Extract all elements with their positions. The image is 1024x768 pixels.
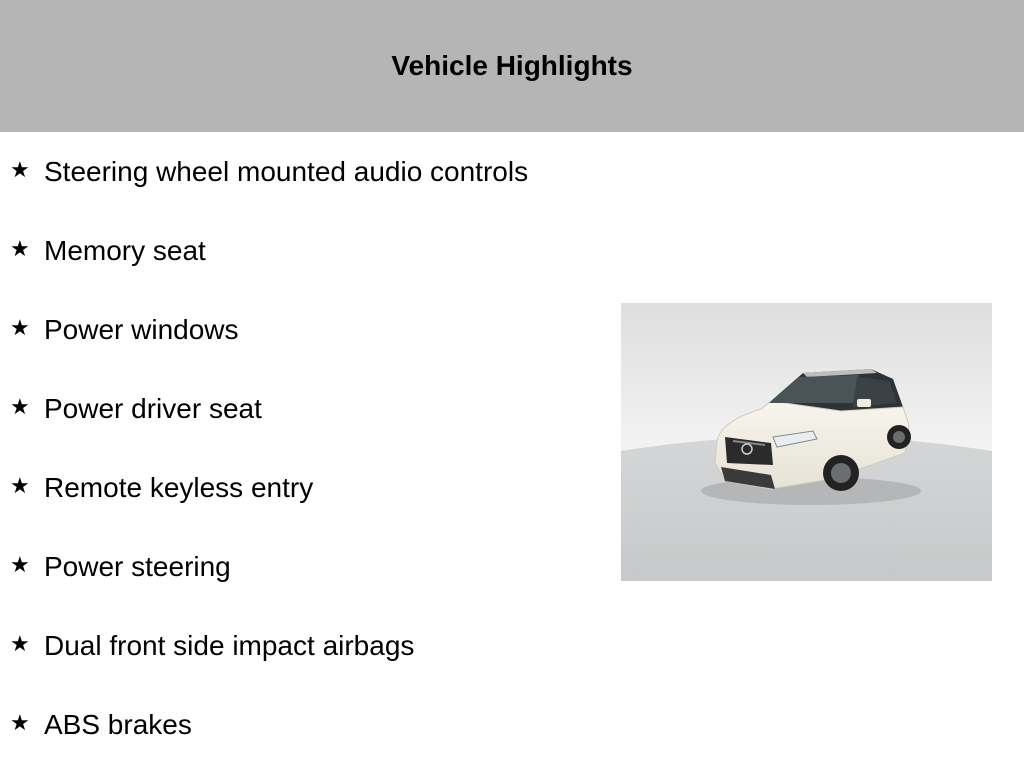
list-item — [10, 468, 313, 508]
vehicle-photo-graphic — [621, 303, 992, 581]
star-icon: ★ — [10, 157, 30, 182]
highlight-label: ABS brakes — [44, 709, 192, 740]
highlight-label: Power windows — [44, 314, 239, 345]
star-icon: ★ — [10, 394, 30, 419]
star-icon: ★ — [10, 710, 30, 735]
star-icon: ★ — [10, 236, 30, 261]
star-icon: ★ — [10, 473, 30, 498]
list-item — [10, 626, 414, 666]
list-item — [10, 705, 192, 745]
list-item — [10, 547, 231, 587]
highlight-label: Steering wheel mounted audio controls — [44, 156, 529, 187]
highlight-label: Power driver seat — [44, 393, 262, 424]
page-header — [0, 0, 1024, 132]
highlight-label: Dual front side impact airbags — [44, 630, 415, 661]
star-icon: ★ — [10, 631, 30, 656]
star-icon: ★ — [10, 315, 30, 340]
highlight-label: Remote keyless entry — [44, 472, 314, 503]
vehicle-photo — [621, 303, 992, 581]
highlight-label: Power steering — [44, 551, 231, 582]
star-icon: ★ — [10, 552, 30, 577]
list-item — [10, 310, 239, 350]
highlight-label: Memory seat — [44, 235, 206, 266]
page-title: Vehicle Highlights — [391, 50, 633, 81]
list-item — [10, 152, 528, 192]
list-item — [10, 389, 262, 429]
list-item — [10, 231, 206, 271]
